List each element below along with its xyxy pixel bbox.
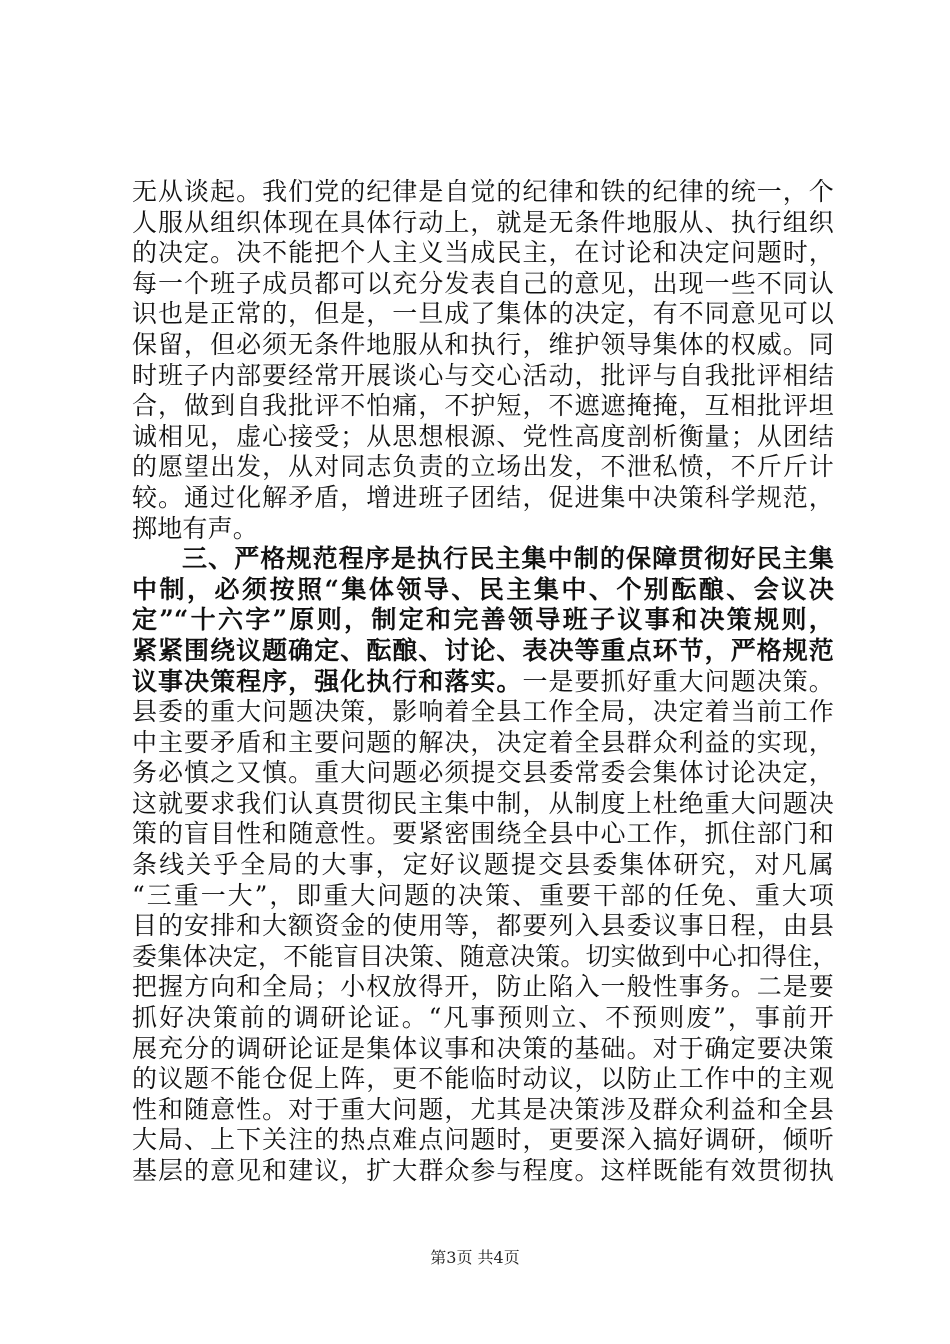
section-heading-line bbox=[132, 544, 834, 575]
text-line: 把握方向和全局；小权放得开，防止陷入一般性事务。二是要 bbox=[132, 972, 834, 1002]
text-line: 合，做到自我批评不怕痛，不护短，不遮遮掩掩，互相批评坦 bbox=[132, 391, 834, 421]
text-line: 中主要矛盾和主要问题的解决，决定着全县群众利益的实现， bbox=[132, 727, 834, 757]
text-line: 识也是正常的，但是，一旦成了集体的决定，有不同意见可以 bbox=[132, 299, 834, 329]
text-line: 策的盲目性和随意性。要紧密围绕全县中心工作，抓住部门和 bbox=[132, 819, 834, 849]
section-heading-line bbox=[132, 575, 834, 606]
section-heading-text: 三、严格规范程序是执行民主集中制的保障贯彻好民主集 bbox=[182, 544, 834, 574]
section-heading-text: 紧紧围绕议题确定、酝酿、讨论、表决等重点环节，严格规范 bbox=[132, 635, 834, 665]
text-line: 保留，但必须无条件地服从和执行，维护领导集体的权威。同 bbox=[132, 329, 834, 359]
text-line: 诚相见，虚心接受；从思想根源、党性高度剖析衡量；从团结 bbox=[132, 421, 834, 451]
text-line: 时班子内部要经常开展谈心与交心活动，批评与自我批评相结 bbox=[132, 360, 834, 390]
body-text-run: 一是要抓好重大问题决策。 bbox=[522, 666, 834, 696]
text-line: 大局、上下关注的热点难点问题时，更要深入搞好调研，倾听 bbox=[132, 1125, 834, 1155]
section-heading-line bbox=[132, 605, 834, 636]
text-line: 较。通过化解矛盾，增进班子团结，促进集中决策科学规范， bbox=[132, 482, 834, 512]
text-line: 无从谈起。我们党的纪律是自觉的纪律和铁的纪律的统一，个 bbox=[132, 177, 834, 206]
text-line: 的愿望出发，从对同志负责的立场出发，不泄私愤，不斤斤计 bbox=[132, 452, 834, 482]
text-line: 掷地有声。 bbox=[132, 513, 259, 543]
mixed-line bbox=[132, 667, 834, 698]
text-line: 县委的重大问题决策，影响着全县工作全局，决定着当前工作 bbox=[132, 697, 834, 727]
text-line: “三重一大”，即重大问题的决策、重要干部的任免、重大项 bbox=[132, 880, 834, 910]
section-heading-text: 中制，必须按照“集体领导、民主集中、个别酝酿、会议决 bbox=[132, 574, 834, 604]
text-line: 这就要求我们认真贯彻民主集中制，从制度上杜绝重大问题决 bbox=[132, 788, 834, 818]
text-line: 每一个班子成员都可以充分发表自己的意见，出现一些不同认 bbox=[132, 268, 834, 298]
text-line: 展充分的调研论证是集体议事和决策的基础。对于确定要决策 bbox=[132, 1033, 834, 1063]
section-heading-text: 定”“十六字”原则，制定和完善领导班子议事和决策规则， bbox=[132, 605, 834, 635]
section-heading-text: 议事决策程序，强化执行和落实。 bbox=[132, 666, 523, 696]
text-line: 人服从组织体现在具体行动上，就是无条件地服从、执行组织 bbox=[132, 207, 834, 237]
body-text bbox=[132, 177, 838, 1187]
text-line: 委集体决定，不能盲目决策、随意决策。切实做到中心扣得住， bbox=[132, 941, 838, 971]
text-line: 的决定。决不能把个人主义当成民主，在讨论和决定问题时， bbox=[132, 238, 834, 268]
section-heading-line bbox=[132, 636, 834, 667]
text-line: 基层的意见和建议，扩大群众参与程度。这样既能有效贯彻执 bbox=[132, 1156, 834, 1185]
text-line: 性和随意性。对于重大问题，尤其是决策涉及群众利益和全县 bbox=[132, 1094, 834, 1124]
text-line: 抓好决策前的调研论证。“凡事预则立、不预则废”，事前开 bbox=[132, 1003, 834, 1033]
text-line: 条线关乎全局的大事，定好议题提交县委集体研究，对凡属 bbox=[132, 850, 834, 880]
page-footer: 第3页 共4页 bbox=[430, 1248, 520, 1267]
text-line: 目的安排和大额资金的使用等，都要列入县委议事日程，由县 bbox=[132, 911, 834, 941]
text-line: 的议题不能仓促上阵，更不能临时动议，以防止工作中的主观 bbox=[132, 1064, 834, 1094]
text-line: 务必慎之又慎。重大问题必须提交县委常委会集体讨论决定， bbox=[132, 758, 834, 788]
